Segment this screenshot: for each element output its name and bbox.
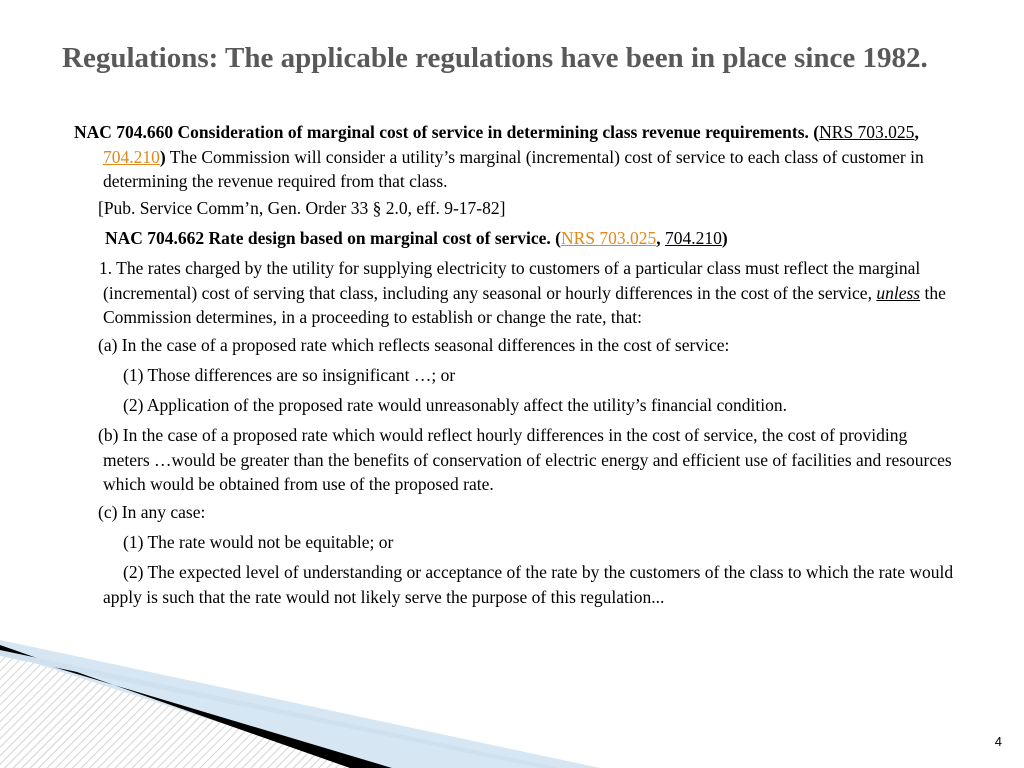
source-citation: [Pub. Service Comm’n, Gen. Order 33 § 2.0, eff. 9-17-82]: [98, 198, 506, 218]
close-paren-2: ): [721, 228, 728, 248]
item-a-2: (2) Application of the proposed rate would unreasonably affect the utility’s financial condition.: [123, 395, 788, 415]
hatched-wedge: [0, 648, 470, 768]
nac-704-662-heading-line: [105, 226, 965, 251]
light-blue-wedge-upper: [0, 650, 560, 768]
black-wedge: [0, 645, 392, 768]
light-blue-wedge: [0, 640, 600, 768]
item-c-2: (2) The expected level of understanding or acceptance of the rate by the customers of the class to which the rate would apply is such that the rate would not likely serve the purpose of this regulation...: [103, 562, 954, 607]
nrs-703-025-link-2[interactable]: NRS 703.025: [560, 228, 657, 248]
item-1-text: 1. The rates charged by the utility for supplying electricity to customers of a particular class must reflect the marginal (incremental) cost of serving that class, including any seasonal or hourly differences in the cost of the service,: [99, 258, 921, 303]
nac-704-660-paragraph: [74, 120, 978, 194]
page-number: 4: [994, 734, 1002, 749]
nrs-703-025-link[interactable]: NRS 703.025: [819, 122, 915, 142]
item-a: (a) In the case of a proposed rate which reflects seasonal differences in the cost of service:: [98, 335, 730, 355]
item-c: (c) In any case:: [98, 502, 206, 522]
item-c-1: (1) The rate would not be equitable; or: [123, 532, 394, 552]
nac-704-660-text: The Commission will consider a utility’s marginal (incremental) cost of service to each class of customer in determining the revenue required from that class.: [103, 146, 924, 191]
item-1-text-end: the Commission determines, in a proceeding to establish or change the rate, that:: [103, 282, 946, 327]
slide-title: Regulations: The applicable regulations have been in place since 1982.: [62, 42, 928, 74]
nrs-704-210-link-2[interactable]: 704.210: [664, 228, 722, 248]
separator: ,: [914, 122, 919, 142]
separator-2: ,: [656, 228, 665, 248]
close-paren: ): [159, 146, 166, 167]
item-b: (b) In the case of a proposed rate which would reflect hourly differences in the cost of service, the cost of providing meters …would be greater than the benefits of conservation of electric energy and efficient use of facilities and resources which would be obtained from use of the proposed rate.: [98, 425, 952, 494]
item-1-paragraph: [99, 256, 963, 330]
nac-704-660-heading: NAC 704.660 Consideration of marginal cost of service in determining class revenue requirements. (: [74, 122, 820, 142]
item-a-1: (1) Those differences are so insignificant …; or: [123, 365, 456, 385]
nrs-704-210-link[interactable]: 704.210: [103, 146, 160, 167]
item-1-emphasis: unless: [876, 282, 921, 303]
nac-704-662-heading: NAC 704.662 Rate design based on marginal cost of service. (: [105, 228, 561, 248]
